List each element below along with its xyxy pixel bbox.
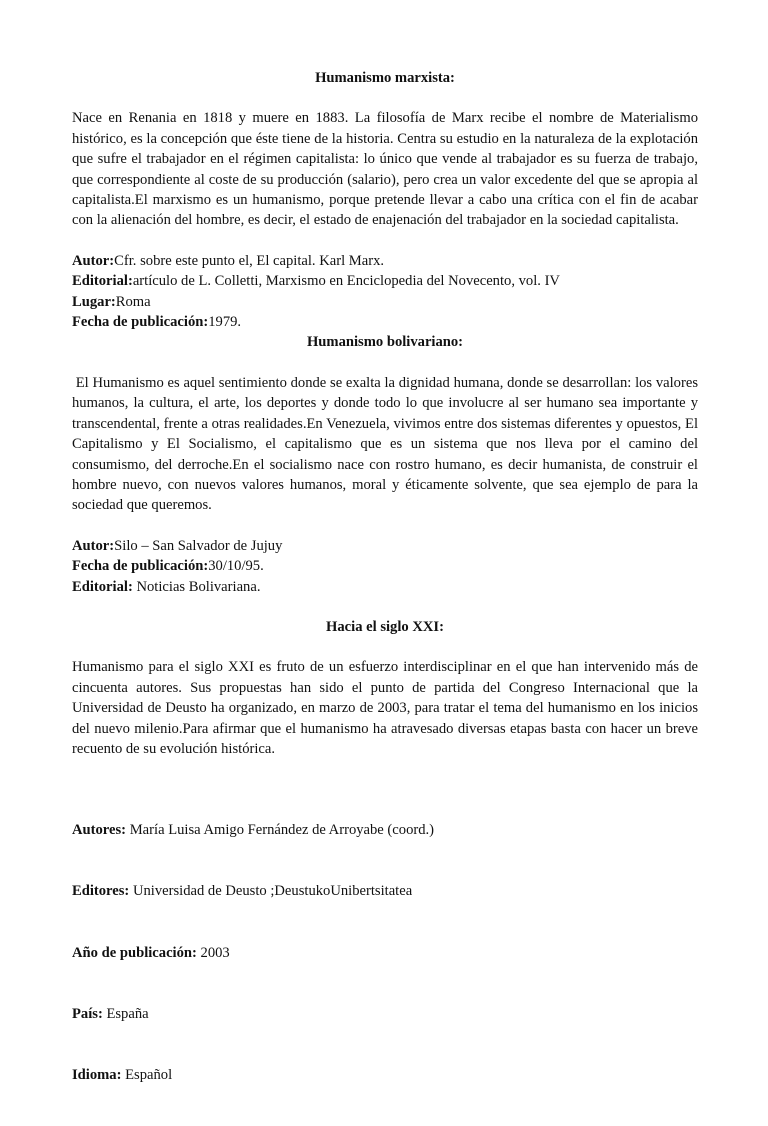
metadata-block-humanismo-marxista (72, 251, 698, 333)
meta-label: Fecha de publicación: (72, 314, 209, 331)
meta-label: Año de publicación: (72, 944, 197, 961)
section-paragraph-humanismo-bolivariano: El Humanismo es aquel sentimiento donde se exalta la dignidad humana, donde se desarrollan: los valores humanos, la cultura, el arte, los deportes y donde todo lo que involucre al ser humano sea importante y transcendental, frente a otras realidades.En Venezuela, vivimos entre dos sistemas diferentes y opuestos, El Capitalismo y El Socialismo, el capitalismo que es un sistema que nos lleva por el camino del consumismo, del derroche.En el socialismo nace con rostro humano, es decir humanista, de construir el hombre nuevo, con nuevos valores humanos, moral y éticamente solvente, que sea ejemplo de para la sociedad que queremos. (72, 374, 702, 514)
section-title-humanismo-marxista: Humanismo marxista: (315, 70, 455, 86)
meta-line-editorial (72, 271, 698, 291)
meta-value: España (102, 1005, 149, 1022)
meta-line-pais (72, 1004, 698, 1024)
meta-value: Noticias Bolivariana. (132, 578, 261, 595)
section-title-hacia-el-siglo-xxi: Hacia el siglo XXI: (326, 618, 444, 635)
meta-line-editores (72, 881, 698, 901)
meta-value: 30/10/95. (208, 558, 264, 575)
document-page (72, 68, 702, 1126)
meta-line-autor (72, 251, 698, 271)
meta-label: País: (72, 1005, 103, 1022)
meta-label: Idioma: (72, 1067, 122, 1084)
metadata-block-hacia-el-siglo-xxi (72, 779, 698, 1126)
meta-line-idioma (72, 1065, 698, 1085)
meta-label: Fecha de publicación: (72, 558, 209, 575)
meta-label: Lugar: (72, 293, 116, 310)
meta-value: Silo – San Salvador de Jujuy (114, 537, 283, 554)
section-title-humanismo-bolivariano: Humanismo bolivariano: (306, 334, 464, 351)
meta-value: 2003 (196, 944, 230, 961)
meta-line-autor (72, 536, 698, 556)
meta-line-fecha (72, 312, 698, 332)
meta-line-editorial (72, 577, 698, 597)
meta-line-autores (72, 820, 698, 840)
meta-label: Editorial: (72, 273, 133, 290)
meta-label: Autor: (72, 252, 115, 269)
meta-label: Autor: (72, 537, 115, 554)
meta-value: Universidad de Deusto ;DeustukoUnibertsitatea (129, 883, 413, 900)
meta-value: Cfr. sobre este punto el, El capital. Karl Marx. (114, 252, 385, 269)
metadata-block-humanismo-bolivariano (72, 536, 698, 597)
meta-value: artículo de L. Colletti, Marxismo en Enciclopedia del Novecento, vol. IV (132, 273, 560, 290)
meta-label: Editores: (72, 883, 130, 900)
meta-line-lugar (72, 292, 698, 312)
meta-value: Roma (115, 293, 151, 310)
meta-value: 1979. (208, 314, 242, 331)
meta-value: María Luisa Amigo Fernández de Arroyabe (coord.) (126, 822, 435, 839)
section-paragraph-humanismo-marxista: Nace en Renania en 1818 y muere en 1883. La filosofía de Marx recibe el nombre de Materialismo histórico, es la concepción que éste tiene de la historia. Centra su estudio en la naturaleza de la explotación que sufre el trabajador en el régimen capitalista: lo único que vende al trabajador es su fuerza de trabajo, que correspondiente al coste de su producción (salario), pero crea un valor excedente del que se apropia al capitalista.El marxismo es un humanismo, porque pretende llevar a cabo una crítica con el fin de acabar con la alienación del hombre, es decir, el estado de enajenación del trabajador en la sociedad capitalista. (72, 110, 698, 229)
meta-label: Autores: (72, 822, 127, 839)
meta-line-fecha (72, 556, 698, 576)
meta-label: Editorial: (72, 578, 133, 595)
meta-value: Español (121, 1067, 173, 1084)
meta-line-anio (72, 943, 698, 963)
section-paragraph-hacia-el-siglo-xxi: Humanismo para el siglo XXI es fruto de un esfuerzo interdisciplinar en el que han intervenido más de cincuenta autores. Sus propuestas han sido el punto de partida del Congreso Internacional que la Universidad de Deusto ha organizado, en marzo de 2003, para tratar el tema del humanismo en los inicios del nuevo milenio.Para afirmar que el humanismo ha atravesado diversas etapas basta con hacer un breve recuento de su evolución histórica. (72, 659, 698, 757)
